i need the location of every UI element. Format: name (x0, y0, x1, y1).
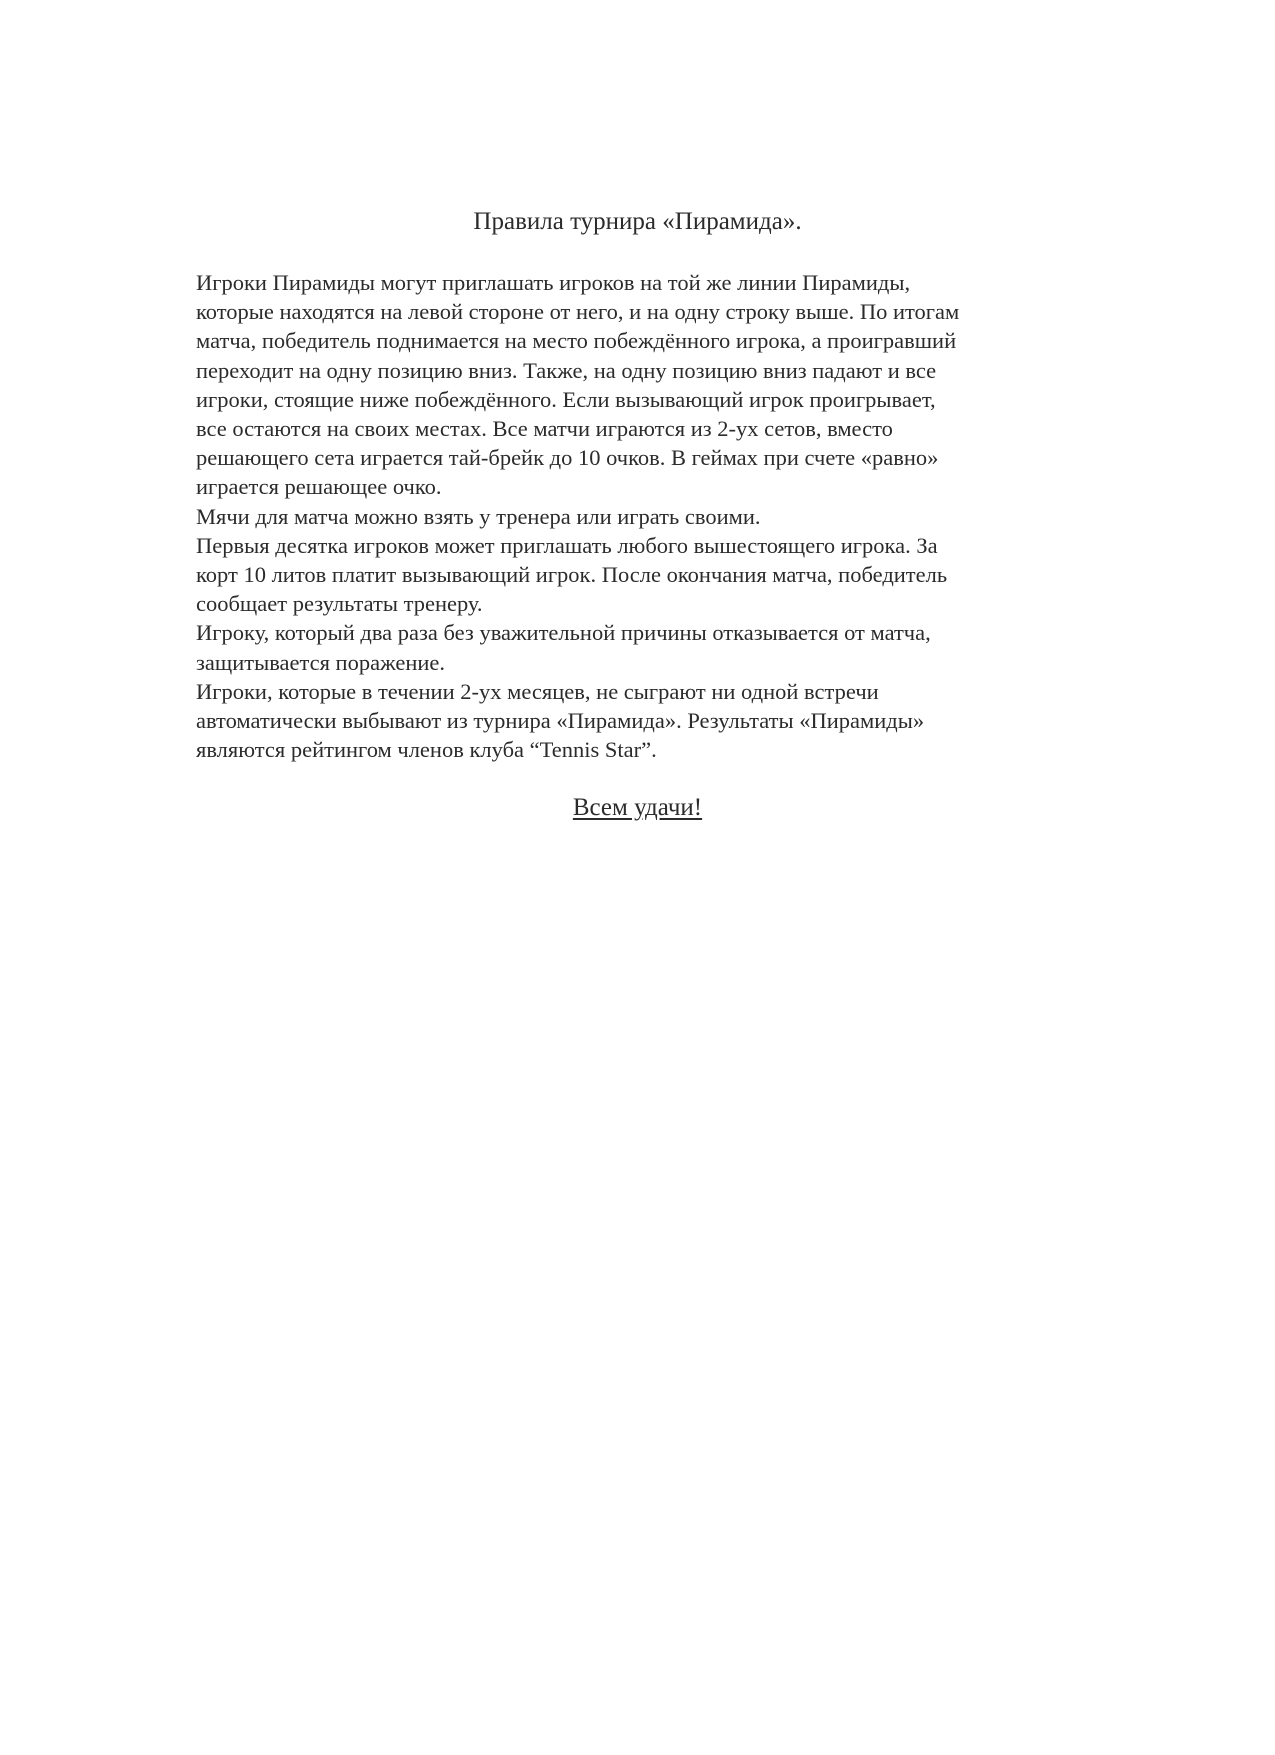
rules-line-16: автоматически выбывают из турнира «Пирамида». Результаты «Пирамиды» (196, 708, 925, 734)
rules-line-1: Игроки Пирамиды могут приглашать игроков на той же линии Пирамиды, (196, 270, 911, 295)
rules-line-15: Игроки, которые в течении 2-ух месяцев, не сыграют ни одной встречи (196, 678, 879, 704)
rules-line-12: сообщает результаты тренеру. (196, 591, 483, 617)
rules-line-13: Игроку, который два раза без уважительной причины отказывается от матча, (196, 620, 931, 646)
rules-line-5: игроки, стоящие ниже побеждённого. Если вызывающий игрок проигрывает, (196, 386, 936, 412)
rules-line-14: защитывается поражение. (196, 649, 446, 675)
rules-line-4: переходит на одну позицию вниз. Также, на одну позицию вниз падают и все (196, 357, 937, 383)
closing-text: Всем удачи! (572, 794, 703, 821)
rules-line-11: корт 10 литов платит вызывающий игрок. После окончания матча, победитель (196, 562, 948, 588)
rules-line-10: Первыя десятка игроков может приглашать любого вышестоящего игрока. За (196, 532, 938, 558)
rules-line-8: играется решающее очко. (196, 474, 442, 500)
rules-text (196, 268, 1096, 764)
rules-line-2: которые находятся на левой стороне от него, и на одну строку выше. По итогам (196, 299, 960, 325)
rules-line-17: являются рейтингом членов клуба “Tennis Star”. (196, 737, 657, 763)
document-title: Правила турнира «Пирамида». (473, 208, 802, 235)
rules-line-9: Мячи для матча можно взять у тренера или играть своими. (196, 503, 761, 529)
rules-line-6: все остаются на своих местах. Все матчи играются из 2-ух сетов, вместо (196, 416, 893, 442)
closing-line (0, 792, 1275, 824)
rules-line-7: решающего сета играется тай-брейк до 10 очков. В геймах при счете «равно» (196, 445, 939, 471)
rules-line-3: матча, победитель поднимается на место побеждённого игрока, а проигравший (196, 328, 957, 354)
